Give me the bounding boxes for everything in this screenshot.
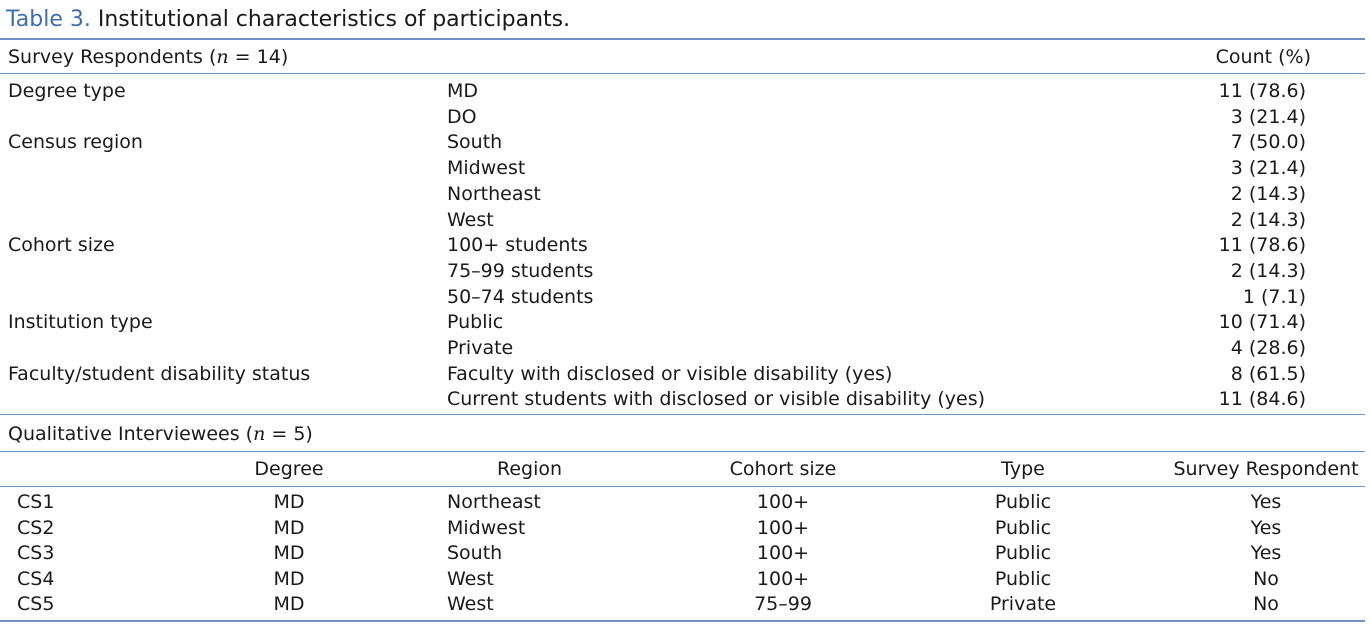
interviewee-cell: 100+ [756,491,810,513]
interviewee-cell: MD [273,593,305,615]
survey-item-label: South [447,131,503,153]
interviewee-cell: West [447,593,494,615]
interviewee-cell: No [1253,568,1279,590]
survey-item-label: Midwest [447,157,526,179]
survey-item-label: MD [447,80,479,102]
survey-count-value: 8 (61.5) [1230,363,1306,385]
survey-group-label: Census region [8,131,143,153]
survey-item-label: Public [447,311,504,333]
interviewee-id: CS2 [17,517,55,539]
survey-count-value: 1 (7.1) [1242,286,1306,308]
section-divider-rule [0,414,1365,415]
interviewee-cell: 75–99 [754,593,812,615]
interviewee-cell: Midwest [447,517,526,539]
interviewee-cell: Public [994,517,1052,539]
survey-item-label: Current students with disclosed or visible disability (yes) [447,388,986,410]
survey-count-value: 2 (14.3) [1230,183,1306,205]
interviewee-cell: Yes [1250,491,1282,513]
survey-item-label: 100+ students [447,234,588,256]
survey-group-label: Faculty/student disability status [8,363,311,385]
column-header-type: Type [1001,458,1045,480]
survey-item-label: 75–99 students [447,260,594,282]
interviewees-heading-rule [0,451,1365,452]
interviewee-cell: Public [994,568,1052,590]
survey-count-value: 11 (78.6) [1218,234,1306,256]
interviewee-cell: Public [994,491,1052,513]
table-caption-text: Institutional characteristics of participants. [97,7,571,32]
interviewee-id: CS5 [17,593,55,615]
interviewees-header-rule [0,486,1365,487]
survey-count-value: 2 (14.3) [1230,260,1306,282]
interviewees-heading: Qualitative Interviewees (n = 5) [8,423,313,445]
survey-count-value: 4 (28.6) [1230,337,1306,359]
survey-group-label: Institution type [8,311,153,333]
interviewee-cell: Yes [1250,542,1282,564]
interviewee-id: CS1 [17,491,55,513]
survey-header-rule [0,73,1365,74]
survey-item-label: Private [447,337,514,359]
interviewee-cell: Northeast [447,491,541,513]
interviewee-cell: No [1253,593,1279,615]
interviewee-id: CS4 [17,568,55,590]
interviewee-cell: West [447,568,494,590]
interviewee-cell: Private [989,593,1057,615]
survey-item-label: DO [447,106,477,128]
interviewee-cell: 100+ [756,517,810,539]
survey-group-label: Degree type [8,80,126,102]
interviewee-cell: MD [273,568,305,590]
column-header-cohort-size: Cohort size [729,458,837,480]
interviewee-cell: Public [994,542,1052,564]
survey-count-value: 11 (84.6) [1218,388,1306,410]
survey-count-value: 2 (14.3) [1230,209,1306,231]
survey-count-value: 3 (21.4) [1230,157,1306,179]
survey-item-label: West [447,209,494,231]
column-header-survey-respondent: Survey Respondent [1173,458,1359,480]
survey-count-value: 3 (21.4) [1230,106,1306,128]
interviewee-id: CS3 [17,542,55,564]
column-header-region: Region [497,458,563,480]
count-header: Count (%) [1215,46,1311,68]
interviewee-cell: MD [273,542,305,564]
bottom-rule [0,620,1365,622]
survey-item-label: Faculty with disclosed or visible disability (yes) [447,363,893,385]
survey-count-value: 10 (71.4) [1218,311,1306,333]
survey-count-value: 7 (50.0) [1230,131,1306,153]
survey-item-label: Northeast [447,183,541,205]
interviewee-cell: MD [273,491,305,513]
interviewee-cell: MD [273,517,305,539]
interviewee-cell: Yes [1250,517,1282,539]
top-rule [0,38,1365,40]
table-caption [6,6,570,34]
interviewee-cell: South [447,542,503,564]
survey-group-label: Cohort size [8,234,115,256]
column-header-degree: Degree [254,458,324,480]
survey-count-value: 11 (78.6) [1218,80,1306,102]
interviewee-cell: 100+ [756,568,810,590]
interviewee-cell: 100+ [756,542,810,564]
table-label: Table 3. [6,7,91,32]
survey-heading: Survey Respondents (n = 14) [8,46,289,68]
survey-item-label: 50–74 students [447,286,594,308]
